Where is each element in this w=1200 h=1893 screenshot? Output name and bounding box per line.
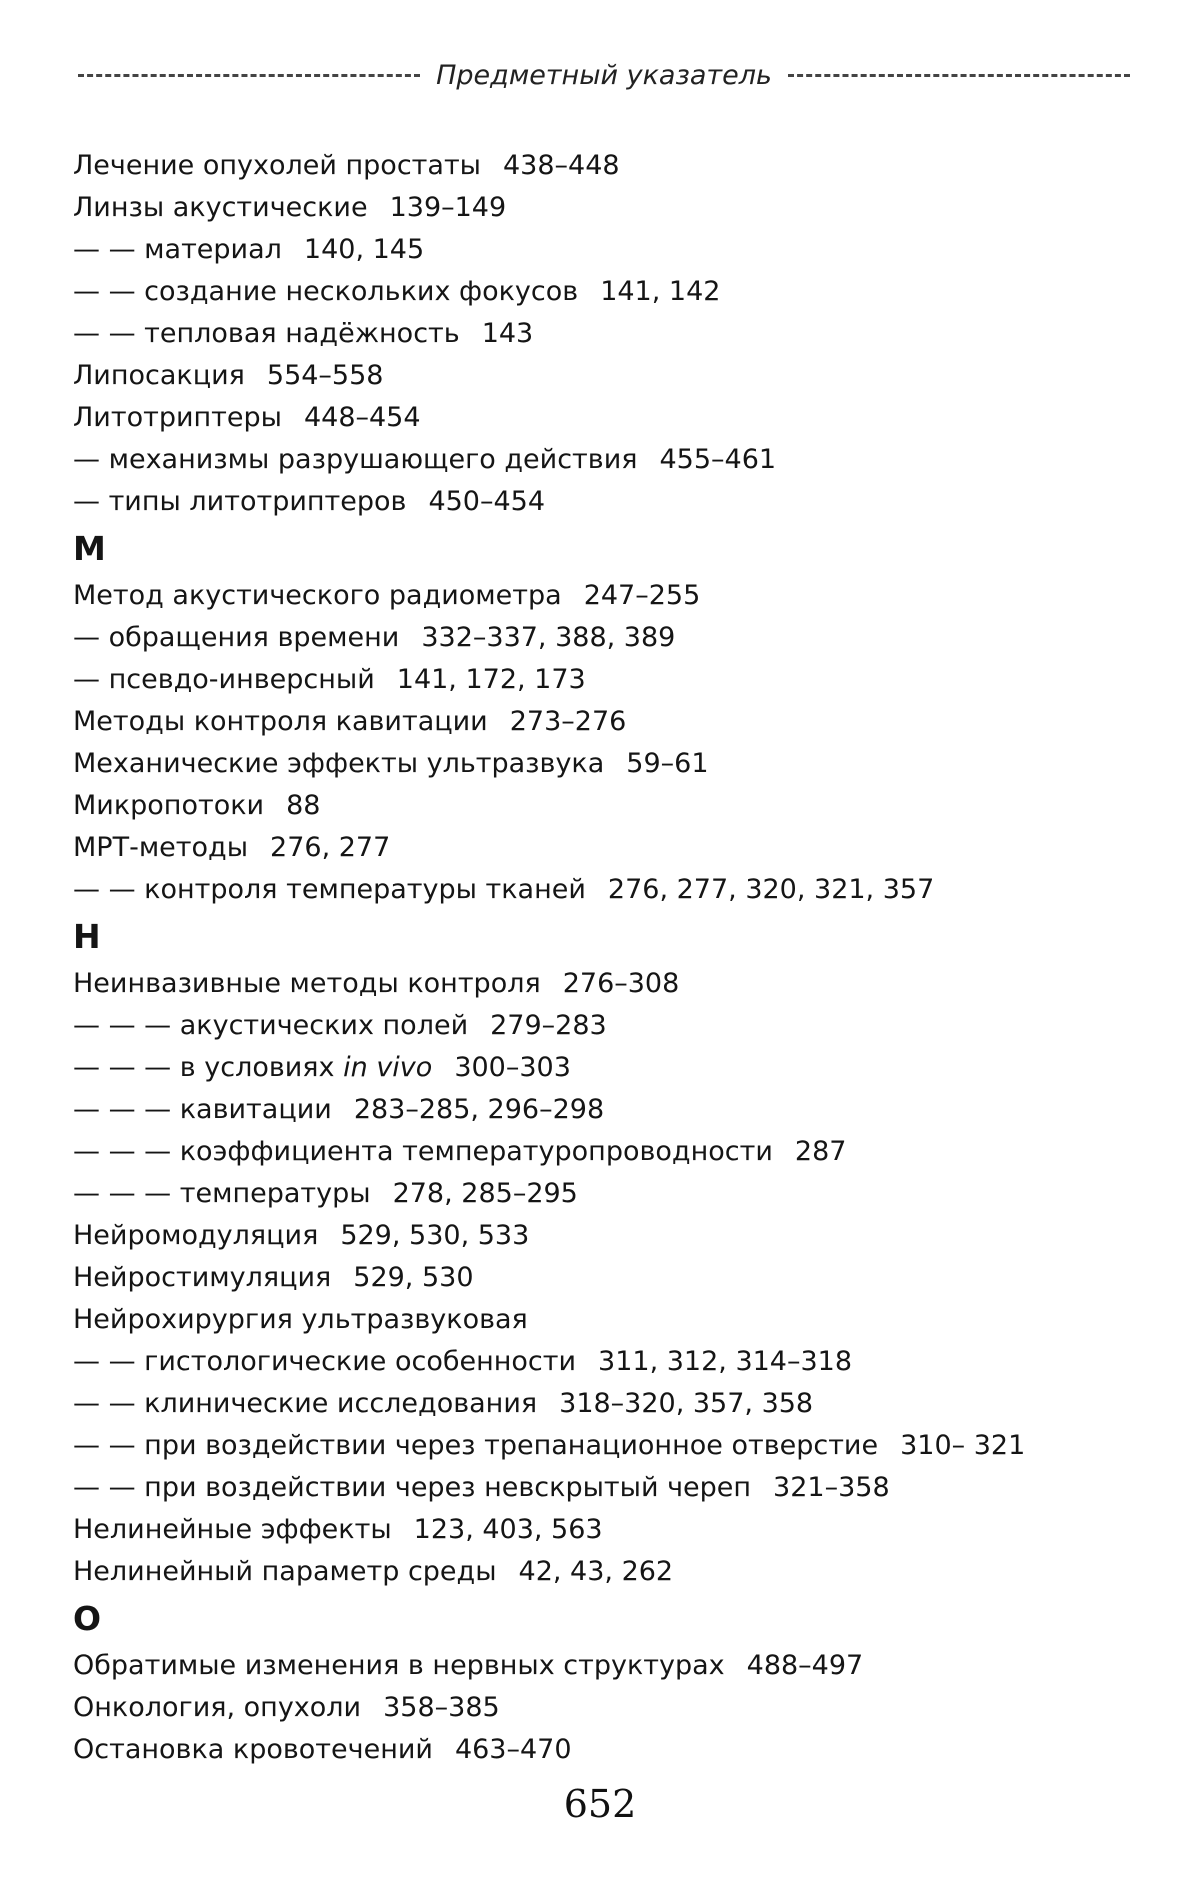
entry-pages: 88 xyxy=(286,790,321,821)
entry-term: Литотриптеры xyxy=(73,402,282,433)
entry-pages: 358–385 xyxy=(383,1692,500,1723)
entry-term: Нейромодуляция xyxy=(73,1220,319,1251)
entry-pages: 455–461 xyxy=(659,444,777,475)
index-entry xyxy=(73,617,1173,659)
entry-term: — механизмы разрушающего действия xyxy=(73,444,638,475)
entry-term: Методы контроля кавитации xyxy=(73,706,488,737)
entry-pages: 310– 321 xyxy=(900,1430,1026,1461)
index-entry xyxy=(73,575,1173,617)
entry-pages: 279–283 xyxy=(490,1010,607,1041)
index-entry xyxy=(73,1131,1173,1173)
index-entry xyxy=(73,1173,1173,1215)
index-entry xyxy=(73,1047,1173,1089)
entry-pages: 143 xyxy=(481,318,534,349)
entry-term: Нейростимуляция xyxy=(73,1262,332,1293)
running-head-title: Предметный указатель xyxy=(436,59,772,91)
entry-pages: 141, 172, 173 xyxy=(396,664,586,695)
entry-pages: 321–358 xyxy=(773,1472,890,1503)
subject-index-list xyxy=(73,145,1173,1771)
index-entry xyxy=(73,963,1173,1005)
index-entry xyxy=(73,827,1173,869)
index-entry xyxy=(73,1341,1173,1383)
entry-term: Неинвазивные методы контроля xyxy=(73,968,541,999)
index-entry xyxy=(73,743,1173,785)
entry-term: — — при воздействии через невскрытый череп xyxy=(73,1472,752,1503)
index-entry xyxy=(73,355,1173,397)
entry-pages: 276, 277 xyxy=(270,832,391,863)
index-entry xyxy=(73,1005,1173,1047)
entry-pages: 311, 312, 314–318 xyxy=(598,1346,853,1377)
index-entry xyxy=(73,1687,1173,1729)
entry-term: Лечение опухолей простаты xyxy=(73,150,481,181)
entry-term: — — — кавитации xyxy=(73,1094,332,1125)
entry-pages: 141, 142 xyxy=(600,276,721,307)
entry-term: — — — акустических полей xyxy=(73,1010,469,1041)
entry-term-italic: in vivo xyxy=(343,1052,433,1083)
index-entry xyxy=(73,313,1173,355)
entry-term: — — создание нескольких фокусов xyxy=(73,276,579,307)
entry-pages: 283–285, 296–298 xyxy=(353,1094,605,1125)
entry-pages: 300–303 xyxy=(454,1052,571,1083)
entry-pages: 332–337, 388, 389 xyxy=(421,622,676,653)
entry-pages: 529, 530 xyxy=(353,1262,474,1293)
index-entry xyxy=(73,229,1173,271)
index-entry xyxy=(73,145,1173,187)
entry-term: МРТ-методы xyxy=(73,832,249,863)
entry-term: Остановка кровотечений xyxy=(73,1734,433,1765)
index-entry xyxy=(73,187,1173,229)
index-entry xyxy=(73,481,1173,523)
entry-term: — — гистологические особенности xyxy=(73,1346,577,1377)
index-entry xyxy=(73,1729,1173,1771)
entry-term: Нелинейный параметр среды xyxy=(73,1556,497,1587)
index-entry xyxy=(73,1089,1173,1131)
index-entry xyxy=(73,1425,1173,1467)
running-head xyxy=(78,60,1130,90)
entry-pages: 140, 145 xyxy=(303,234,425,265)
entry-term: — — материал xyxy=(73,234,282,265)
entry-pages: 247–255 xyxy=(583,580,701,611)
index-entry xyxy=(73,1383,1173,1425)
entry-term: Метод акустического радиометра xyxy=(73,580,562,611)
index-entry xyxy=(73,785,1173,827)
entry-term: Механические эффекты ультразвука xyxy=(73,748,605,779)
page-number: 652 xyxy=(563,1782,637,1826)
entry-term: Онкология, опухоли xyxy=(73,1692,362,1723)
entry-term: — псевдо-инверсный xyxy=(73,664,375,695)
entry-term: — — — коэффициента температуропроводности xyxy=(73,1136,773,1167)
index-entry xyxy=(73,1215,1173,1257)
entry-term: — обращения времени xyxy=(73,622,400,653)
entry-term: Нейрохирургия ультразвуковая xyxy=(73,1304,528,1335)
entry-pages: 488–497 xyxy=(746,1650,864,1681)
entry-term: — — — температуры xyxy=(73,1178,371,1209)
index-entry xyxy=(73,701,1173,743)
entry-term: Микропотоки xyxy=(73,790,265,821)
entry-pages: 448–454 xyxy=(303,402,421,433)
index-entry xyxy=(73,1551,1173,1593)
index-entry xyxy=(73,869,1173,911)
entry-pages: 438–448 xyxy=(503,150,620,181)
index-entry xyxy=(73,1467,1173,1509)
entry-term: — — контроля температуры тканей xyxy=(73,874,586,905)
entry-pages: 123, 403, 563 xyxy=(413,1514,603,1545)
index-entry xyxy=(73,1509,1173,1551)
entry-pages: 318–320, 357, 358 xyxy=(559,1388,814,1419)
entry-term: Линзы акустические xyxy=(73,192,368,223)
entry-pages: 59–61 xyxy=(626,748,709,779)
entry-pages: 276–308 xyxy=(562,968,680,999)
entry-pages: 287 xyxy=(794,1136,847,1167)
entry-pages: 139–149 xyxy=(389,192,507,223)
entry-term: — — тепловая надёжность xyxy=(73,318,460,349)
entry-pages: 276, 277, 320, 321, 357 xyxy=(607,874,935,905)
section-letter: М xyxy=(73,529,106,568)
entry-pages: 554–558 xyxy=(266,360,384,391)
index-entry xyxy=(73,1257,1173,1299)
entry-pages: 278, 285–295 xyxy=(392,1178,578,1209)
entry-pages: 529, 530, 533 xyxy=(340,1220,530,1251)
header-rule-right xyxy=(788,74,1130,77)
entry-pages: 463–470 xyxy=(454,1734,572,1765)
index-entry xyxy=(73,1299,1173,1341)
index-entry xyxy=(73,397,1173,439)
entry-term: — типы литотриптеров xyxy=(73,486,407,517)
section-letter: Н xyxy=(73,917,101,956)
entry-term: Обратимые изменения в нервных структурах xyxy=(73,1650,725,1681)
entry-term: Нелинейные эффекты xyxy=(73,1514,392,1545)
entry-pages: 273–276 xyxy=(509,706,627,737)
entry-term: — — при воздействии через трепанационное отверстие xyxy=(73,1430,879,1461)
section-letter: О xyxy=(73,1599,102,1638)
index-entry xyxy=(73,1645,1173,1687)
index-entry xyxy=(73,439,1173,481)
entry-term: — — клинические исследования xyxy=(73,1388,538,1419)
entry-pages: 450–454 xyxy=(428,486,546,517)
entry-term: — — — в условиях xyxy=(73,1052,335,1083)
index-entry xyxy=(73,271,1173,313)
header-rule-left xyxy=(78,74,420,77)
entry-term: Липосакция xyxy=(73,360,245,391)
index-entry xyxy=(73,659,1173,701)
entry-pages: 42, 43, 262 xyxy=(518,1556,674,1587)
